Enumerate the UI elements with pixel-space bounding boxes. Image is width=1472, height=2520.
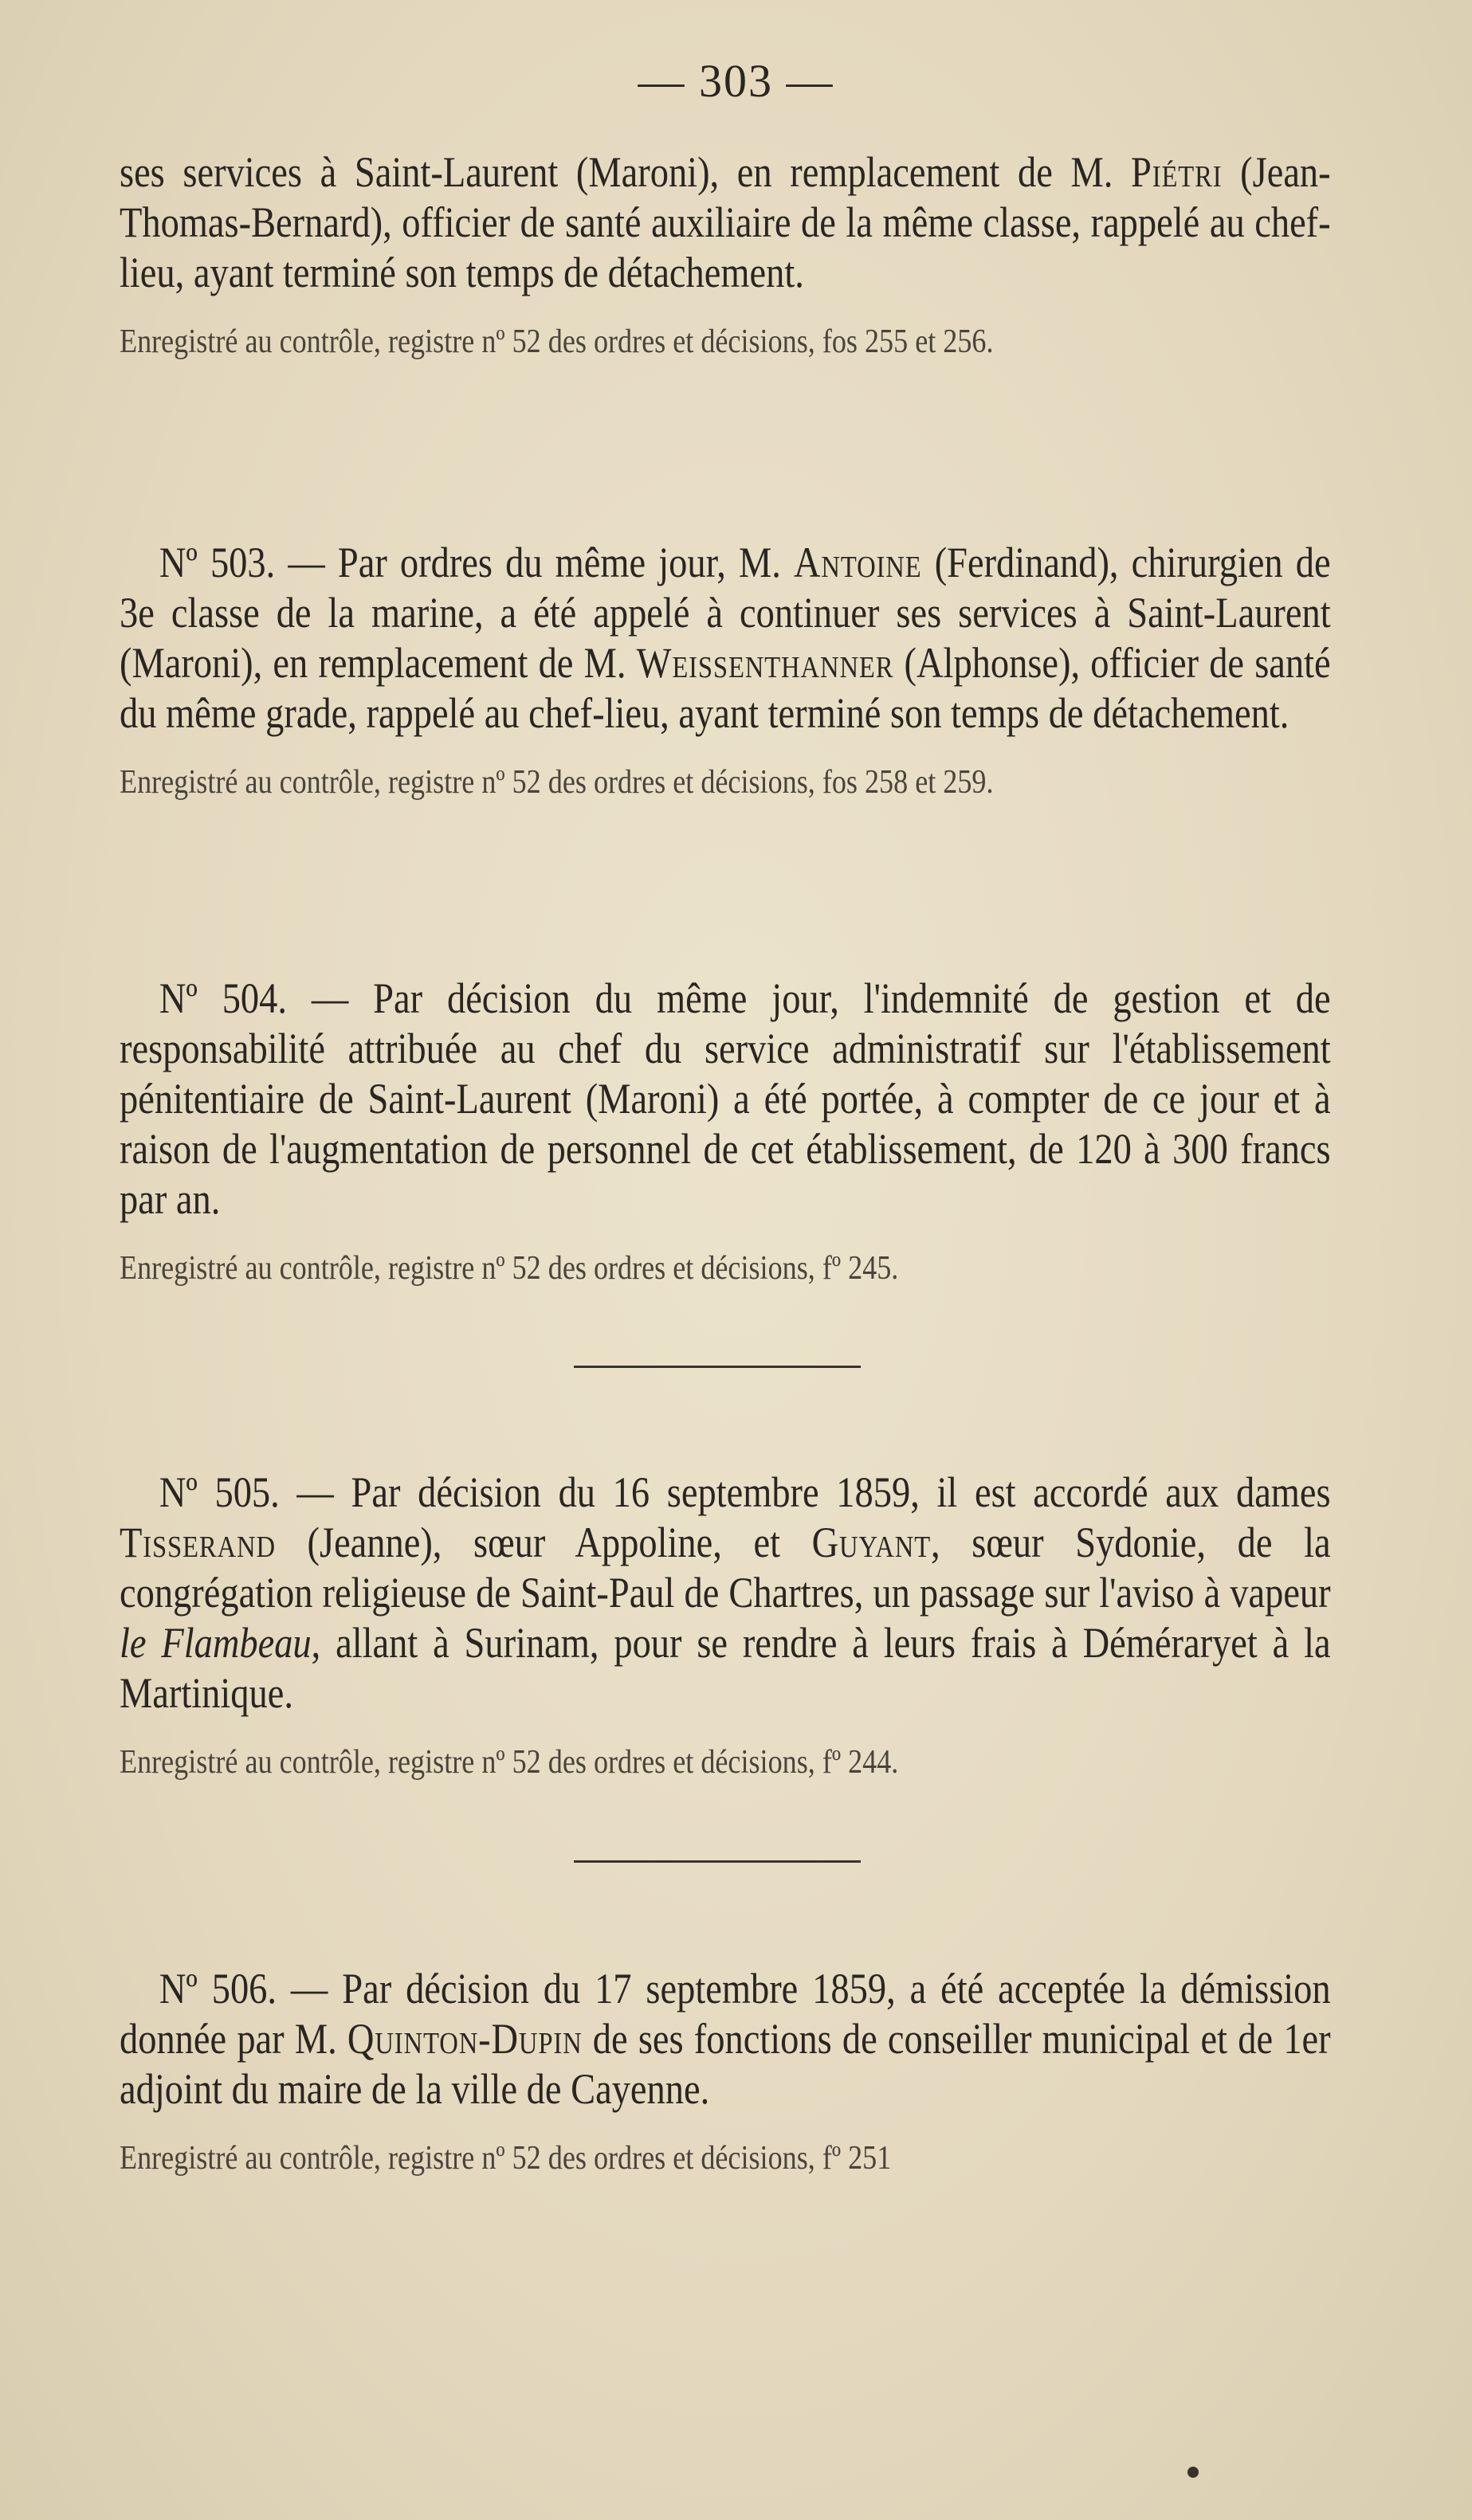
ink-speck bbox=[1187, 2467, 1199, 2478]
person-name: Quinton-Dupin bbox=[347, 2015, 583, 2063]
register-note: Enregistré au contrôle, registre nº 52 des ordres et décisions, fos 255 et 256. bbox=[120, 323, 994, 360]
person-name: Guyant bbox=[811, 1519, 932, 1566]
entry-text: Nº 503. — Par ordres du même jour, M. Antoine (Ferdinand), chirurgien de 3e classe de la marine, a été appelé à continuer ses services à Saint-Laurent (Maroni), en remplacement de M. Weissenthanner (Alphonse), officier de santé du même grade, rappelé au chef-lieu, ayant terminé son temps de détachement. bbox=[120, 539, 1331, 737]
entry-504 bbox=[120, 974, 1331, 1288]
continuation-block bbox=[120, 147, 1331, 362]
register-note: Enregistré au contrôle, registre nº 52 des ordres et décisions, fº 245. bbox=[120, 1250, 899, 1287]
person-name: Piétri bbox=[1131, 148, 1223, 196]
person-name: Tisserand bbox=[120, 1519, 276, 1566]
entry-text: Nº 504. — Par décision du même jour, l'indemnité de gestion et de responsabilité attribuée au chef du service administratif sur l'établissement pénitentiaire de Saint-Laurent (Maroni) a été portée, à compter de ce jour et à raison de l'augmentation de personnel de cet établissement, de 120 à 300 francs par an. bbox=[120, 974, 1331, 1223]
page-number: — 303 — bbox=[638, 55, 834, 107]
separator-rule bbox=[574, 1860, 861, 1863]
entry-text: Nº 506. — Par décision du 17 septembre 1859, a été acceptée la démission donnée par M. Quinton-Dupin de ses fonctions de conseiller municipal et de 1er adjoint du maire de la ville de Cayenne. bbox=[120, 1965, 1331, 2113]
person-name: Weissenthanner bbox=[636, 639, 894, 687]
register-note: Enregistré au contrôle, registre nº 52 des ordres et décisions, fº 244. bbox=[120, 1744, 899, 1781]
register-note: Enregistré au contrôle, registre nº 52 des ordres et décisions, fº 251 bbox=[120, 2140, 892, 2177]
continuation-text: ses services à Saint-Laurent (Maroni), en remplacement de M. Piétri (Jean-Thomas-Bernard), officier de santé auxiliaire de la même classe, rappelé au chef-lieu, ayant terminé son temps de détachement. bbox=[120, 148, 1331, 296]
entry-503 bbox=[120, 538, 1331, 802]
ship-name: le Flambeau bbox=[120, 1619, 312, 1667]
entry-506 bbox=[120, 1964, 1331, 2178]
person-name: Antoine bbox=[793, 539, 922, 586]
separator-rule bbox=[574, 1366, 861, 1368]
entry-505 bbox=[120, 1468, 1331, 1782]
entry-text: Nº 505. — Par décision du 16 septembre 1859, il est accordé aux dames Tisserand (Jeanne), sœur Appoline, et Guyant, sœur Sydonie, de la congrégation religieuse de Saint-Paul de Chartres, un passage sur l'aviso à vapeur le Flambeau, allant à Surinam, pour se rendre à leurs frais à Déméraryet à la Martinique. bbox=[120, 1468, 1331, 1717]
register-note: Enregistré au contrôle, registre nº 52 des ordres et décisions, fos 258 et 259. bbox=[120, 764, 994, 801]
